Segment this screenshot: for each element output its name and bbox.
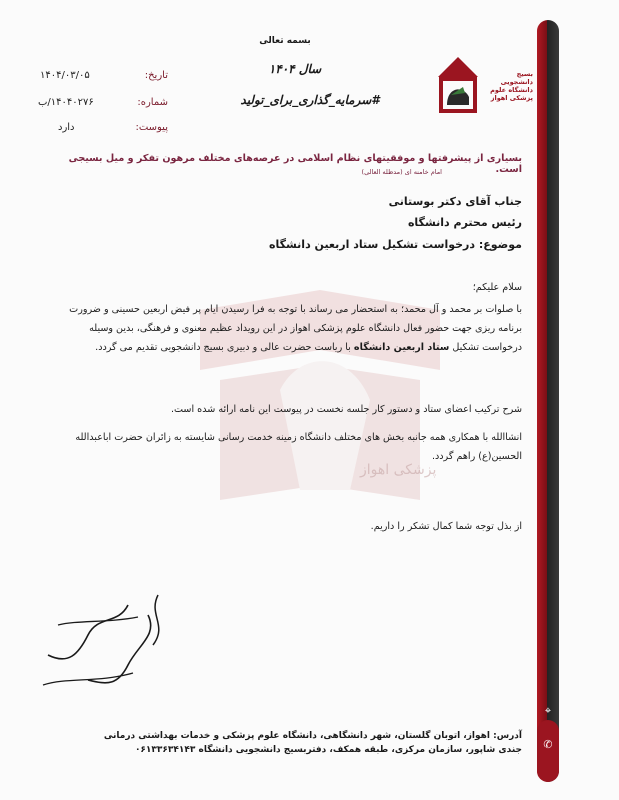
- attachment-label: پیوست:: [135, 122, 168, 133]
- logo-line-2: دانشجویی: [500, 78, 533, 86]
- date-label: تاریخ:: [144, 70, 168, 81]
- side-decorative-bar: [537, 20, 559, 782]
- leader-quote: بسیاری از پیشرفتها و موفقیتهای نظام اسلامی در عرصه‌های مختلف مرهون تفکر و میل بسیجی است.: [68, 153, 522, 175]
- body-paragraph-1-start: با صلوات بر محمد و آل محمد؛ به استحضار می رساند با توجه به فرا رسیدن ایام پر فیض اربعین حسینی و ضرورت برنامه ریزی جهت حضور فعال دانشگاه علوم پزشکی اهواز در این رویداد عظیم معنوی و فرهنگی، بدین وسیله درخواست تشکیل: [69, 304, 522, 353]
- bismillah-header: بسمه تعالی: [259, 36, 311, 46]
- closing-line: از بذل توجه شما کمال تشکر را داریم.: [370, 521, 522, 532]
- attachment-value: دارد: [58, 122, 75, 133]
- body-paragraph-1-highlight: ستاد اربعین دانشگاه: [353, 342, 450, 353]
- footer-address-line-1: آدرس: اهواز، اتوبان گلستان، شهر دانشگاهی، دانشگاه علوم پزشکی و خدمات بهداشتی درمانی: [103, 731, 522, 741]
- addressee-name: جناب آقای دکتر بوستانی: [388, 195, 522, 208]
- logo-line-3: دانشگاه علوم: [490, 86, 533, 94]
- body-paragraph-3: انشاالله با همکاری همه جانبه بخش های مختلف دانشگاه زمینه خدمت رسانی شایسته به زائران حضرت اباعبدالله الحسین(ع) راهم گردد.: [75, 432, 522, 462]
- quote-source: امام خامنه ای (مدظله العالی): [361, 168, 442, 176]
- logo-caption: [487, 70, 533, 102]
- handwritten-signature: [28, 585, 178, 705]
- footer-address-line-2: جندی شاپور، سازمان مرکزی، طبقه همکف، دفتربسیج دانشجویی دانشگاه ۰۶۱۳۳۶۳۴۱۴۳: [134, 745, 522, 755]
- logo-line-1: بسیج: [516, 70, 533, 78]
- watermark-text: پزشکی اهواز: [360, 462, 437, 478]
- phone-icon: ✆: [543, 738, 553, 751]
- body-paragraph-2: شرح ترکیب اعضای ستاد و دستور کار جلسه نخست در پیوست این نامه ارائه شده است.: [170, 404, 522, 415]
- number-label: شماره:: [137, 97, 168, 108]
- letter-subject: موضوع: درخواست تشکیل ستاد اربعین دانشگاه: [268, 238, 522, 251]
- body-paragraph-1: [60, 300, 522, 357]
- greeting: سلام علیکم؛: [472, 282, 522, 293]
- addressee-title: رئیس محترم دانشگاه: [407, 216, 522, 229]
- location-pin-icon: ⌖: [544, 704, 552, 717]
- number-value: ۱۴۰۴۰۲۷۶/ب: [38, 97, 94, 108]
- body-paragraph-1-end: با ریاست حضرت عالی و دبیری بسیج دانشجویی تقدیم می گردد.: [95, 342, 351, 353]
- year-slogan: #سرمایه_گذاری_برای_تولید: [240, 93, 380, 107]
- date-value: ۱۴۰۴/۰۳/۰۵: [40, 70, 90, 81]
- year-label: سال ۱۴۰۴: [268, 62, 322, 76]
- logo-line-4: پزشکی اهواز: [490, 94, 533, 102]
